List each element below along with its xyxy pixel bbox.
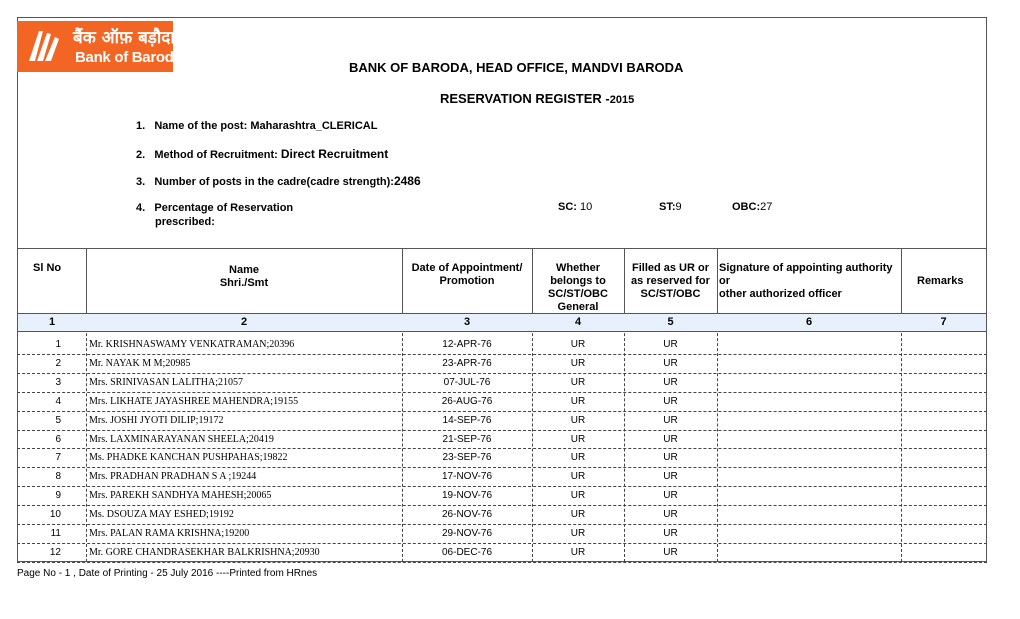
row-date: 17-NOV-76 [441, 471, 493, 483]
row-belongs-to: UR [570, 395, 586, 407]
row-separator [17, 448, 987, 449]
row-belongs-to: UR [570, 357, 586, 369]
register-title-text: RESERVATION REGISTER - [440, 91, 610, 106]
info-label: Method of Recruitment: [154, 149, 278, 161]
col-header-signature-line2: or [719, 275, 730, 287]
row-name: Mrs. JOSHI JYOTI DILIP;19172 [89, 414, 224, 426]
row-date: 19-NOV-76 [441, 490, 493, 502]
col-header-filled [624, 262, 717, 301]
info-post [136, 120, 377, 132]
row-sl-no: 11 [50, 528, 61, 539]
row-date: 26-AUG-76 [441, 395, 493, 407]
col-number: 6 [805, 316, 813, 328]
row-separator [17, 354, 987, 355]
col-header-name-line2: Shri./Smt [219, 277, 269, 289]
post-name-value: Maharashtra_CLERICAL [250, 120, 378, 132]
row-separator [17, 543, 987, 544]
row-sl-no: 4 [55, 395, 61, 407]
col-header-date-line1: Date of Appointment/ [411, 262, 523, 274]
col-header-name [86, 264, 402, 290]
row-date: 07-JUL-76 [443, 376, 491, 388]
st-percentage [659, 201, 682, 213]
logo-hindi-text: बैंक ऑफ़ बड़ौदा [73, 28, 175, 48]
row-filled-as: UR [663, 490, 678, 502]
col-header-signature [719, 262, 893, 301]
col-header-belongs [532, 262, 624, 314]
logo-english-text: Bank of Baroda [75, 49, 182, 66]
col-header-remarks: Remarks [917, 275, 964, 287]
row-filled-as: UR [663, 339, 678, 350]
row-date: 23-APR-76 [442, 357, 492, 369]
info-num: 4. [136, 202, 146, 214]
row-sl-no: 9 [55, 490, 61, 502]
sc-value: 10 [580, 201, 593, 213]
row-separator [17, 505, 987, 506]
row-filled-as: UR [663, 509, 678, 521]
info-reservation [136, 201, 293, 229]
col-number: 3 [463, 316, 471, 328]
row-sl-no: 8 [55, 471, 61, 483]
row-belongs-to: UR [570, 528, 586, 539]
col-header-belongs-line2: belongs to [550, 275, 606, 287]
row-filled-as: UR [663, 376, 678, 388]
row-border [17, 313, 987, 314]
obc-value: 27 [760, 201, 773, 213]
row-separator [17, 524, 987, 525]
col-header-belongs-line3: SC/ST/OBC [548, 288, 608, 300]
bank-logo [17, 21, 182, 72]
col-number: 4 [574, 316, 582, 328]
obc-label: OBC: [732, 201, 761, 213]
cadre-strength-value: 2486 [393, 174, 421, 188]
obc-percentage [732, 201, 772, 213]
row-filled-as: UR [663, 528, 678, 539]
row-name: Ms. DSOUZA MAY ESHED;19192 [89, 509, 234, 521]
col-header-belongs-line1: Whether [556, 262, 600, 274]
row-sl-no: 2 [55, 357, 61, 369]
col-number: 2 [240, 316, 248, 328]
row-separator [17, 467, 987, 468]
col-header-date-line2: Promotion [439, 275, 495, 287]
row-filled-as: UR [663, 357, 678, 369]
sc-percentage [558, 201, 592, 213]
col-number: 1 [48, 316, 56, 328]
row-belongs-to: UR [570, 490, 586, 502]
col-header-belongs-line4: General [557, 301, 599, 313]
col-header-date [402, 262, 532, 288]
info-label: Name of the post: [154, 120, 248, 132]
row-belongs-to: UR [570, 376, 586, 388]
row-filled-as: UR [663, 546, 678, 558]
col-divider [901, 248, 902, 313]
col-header-signature-line3: other authorized officer [719, 288, 842, 300]
bank-of-baroda-logo-icon [25, 27, 63, 65]
sc-label: SC: [558, 201, 577, 213]
info-label: Percentage of Reservation [154, 202, 294, 214]
recruitment-method-value: Direct Recruitment [280, 147, 389, 161]
row-separator [17, 562, 987, 563]
row-belongs-to: UR [570, 509, 586, 521]
row-sl-no: 5 [55, 414, 61, 426]
st-label: ST: [659, 201, 676, 213]
table-top-border [17, 248, 987, 249]
register-title [440, 91, 634, 106]
col-header-filled-line3: SC/ST/OBC [640, 288, 701, 300]
row-belongs-to: UR [570, 471, 586, 483]
row-sl-no: 10 [49, 509, 61, 521]
info-num: 3. [136, 176, 146, 188]
row-border [17, 331, 987, 332]
row-belongs-to: UR [570, 414, 586, 426]
row-separator [17, 373, 987, 374]
col-header-name-line1: Name [229, 264, 259, 276]
info-label-cont: prescribed: [155, 216, 215, 228]
row-date: 12-APR-76 [442, 339, 492, 350]
info-num: 2. [136, 149, 146, 161]
row-belongs-to: UR [570, 546, 586, 558]
row-name: Mrs. PRADHAN PRADHAN S A ;19244 [89, 471, 257, 483]
row-separator [17, 411, 987, 412]
col-header-sl-no: Sl No [33, 262, 62, 274]
row-name: Mrs. PAREKH SANDHYA MAHESH;20065 [89, 490, 272, 502]
info-label: Number of posts in the cadre(cadre strength): [154, 176, 394, 188]
row-filled-as: UR [663, 471, 678, 483]
row-filled-as: UR [663, 452, 678, 464]
row-name: Mr. KRISHNASWAMY VENKATRAMAN;20396 [89, 339, 295, 350]
col-header-filled-line1: Filled as UR or [631, 262, 710, 274]
row-name: Ms. PHADKE KANCHAN PUSHPAHAS;19822 [89, 452, 288, 464]
page-footer: Page No - 1 , Date of Printing - 25 July 2016 ----Printed from HRnes [17, 568, 318, 579]
row-date: 14-SEP-76 [442, 414, 492, 426]
col-divider [717, 248, 718, 313]
row-filled-as: UR [663, 433, 678, 445]
row-name: Mrs. PALAN RAMA KRISHNA;19200 [89, 528, 250, 539]
info-num: 1. [136, 120, 146, 132]
row-sl-no: 7 [55, 452, 61, 464]
row-name: Mrs. LAXMINARAYANAN SHEELA;20419 [89, 433, 274, 445]
row-filled-as: UR [663, 395, 678, 407]
row-date: 21-SEP-76 [442, 433, 492, 445]
row-sl-no: 1 [55, 339, 61, 350]
row-name: Mr. NAYAK M M;20985 [89, 357, 191, 369]
row-name: Mrs. SRINIVASAN LALITHA;21057 [89, 376, 243, 388]
row-date: 06-DEC-76 [441, 546, 493, 558]
register-year: 2015 [609, 94, 635, 106]
row-sl-no: 3 [55, 376, 61, 388]
row-date: 29-NOV-76 [441, 528, 493, 539]
page-title: BANK OF BARODA, HEAD OFFICE, MANDVI BARODA [349, 60, 684, 75]
col-number: 7 [940, 316, 947, 328]
info-recruitment [136, 147, 388, 161]
row-sl-no: 6 [55, 433, 61, 445]
row-separator [17, 430, 987, 431]
col-number: 5 [667, 316, 674, 328]
row-belongs-to: UR [570, 452, 586, 464]
st-value: 9 [675, 201, 682, 213]
row-sl-no: 12 [49, 546, 61, 558]
col-header-filled-line2: as reserved for [631, 275, 710, 287]
row-belongs-to: UR [570, 339, 586, 350]
col-header-signature-line1: Signature of appointing authority [719, 262, 893, 274]
row-separator [17, 486, 987, 487]
row-date: 26-NOV-76 [441, 509, 493, 521]
row-name: Mr. GORE CHANDRASEKHAR BALKRISHNA;20930 [89, 546, 320, 558]
row-date: 23-SEP-76 [442, 452, 492, 464]
row-belongs-to: UR [570, 433, 586, 445]
row-filled-as: UR [663, 414, 678, 426]
info-cadre-strength [136, 174, 421, 188]
row-name: Mrs. LIKHATE JAYASHREE MAHENDRA;19155 [89, 395, 299, 407]
row-separator [17, 392, 987, 393]
